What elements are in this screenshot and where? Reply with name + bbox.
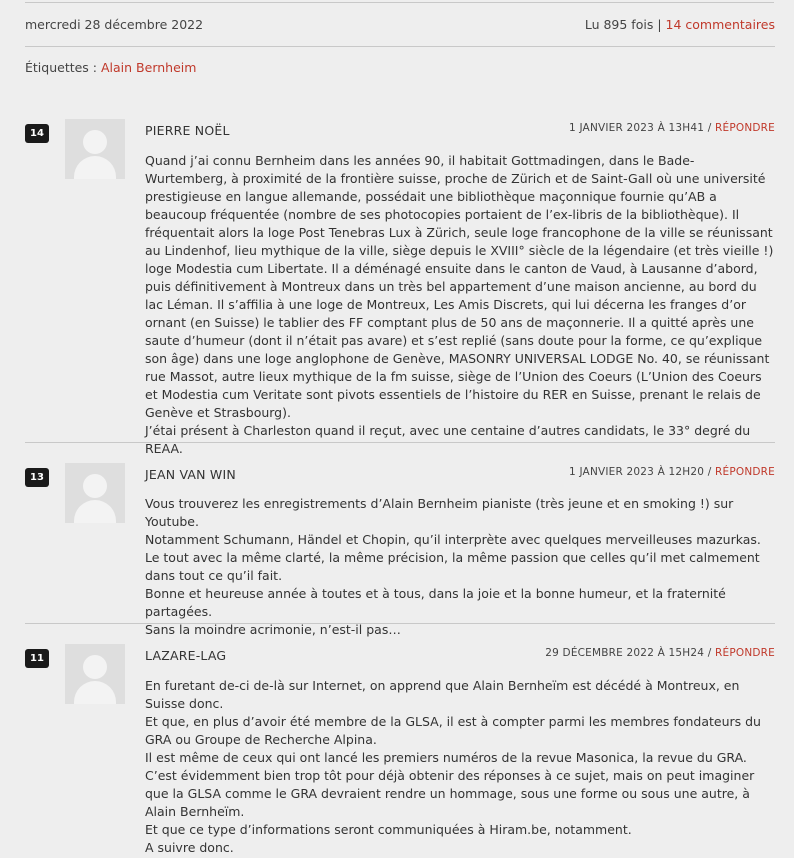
post-stats (585, 15, 775, 35)
reply-link[interactable]: RÉPONDRE (715, 647, 775, 659)
date-separator: / (707, 647, 712, 659)
comment-number-badge: 13 (25, 468, 49, 487)
comment-date-line (569, 466, 775, 478)
avatar-head-shape (83, 130, 107, 154)
comment-author: PIERRE NOËL (145, 123, 230, 138)
comment-text (145, 495, 775, 639)
comment-paragraph: Il est même de ceux qui ont lancé les premiers numéros de la revue Masonica, la revue du GRA. (145, 750, 747, 765)
comment-author: JEAN VAN WIN (145, 467, 236, 482)
comment-date: 29 DÉCEMBRE 2022 À 15H24 (545, 647, 705, 659)
comment-paragraph: Bonne et heureuse année à toutes et à tous, dans la joie et la bonne humeur, et la fraternité partagées. (145, 586, 726, 619)
comment-paragraph: Le tout avec la même clarté, la même précision, la même passion que celles qu’il met calmement dans tout ce qu’il fait. (145, 550, 760, 583)
avatar-body-shape (74, 681, 116, 704)
avatar-head-shape (83, 655, 107, 679)
comment-text (145, 152, 775, 458)
avatar-head-shape (83, 474, 107, 498)
tag-link[interactable]: Alain Bernheim (101, 60, 197, 75)
comment-paragraph: Vous trouverez les enregistrements d’Alain Bernheim pianiste (très jeune et en smoking !) sur Youtube. (145, 496, 734, 529)
comment-paragraph: Quand j’ai connu Bernheim dans les années 90, il habitait Gottmadingen, dans le Bade-Wurtemberg, à proximité de la frontière suisse, proche de Zürich et de Saint-Gall où une université prestigieuse en langue allemande, possédait une bibliothèque maçonnique fournie qu’AB a beaucoup fréquentée (nombre de ses photocopies portaient de l’ex-libris de la bibliothèque). Il fréquentait alors la loge Post Tenebras Lux à Zürich, seule loge francophone de la ville se réunissant au Lindenhof, lieu mythique de la ville, siège depuis le XVIII° siècle de la légendaire (et très vieille !) loge Modestia cum Libertate. Il a déménagé ensuite dans le canton de Vaud, à Lausanne d’abord, puis définitivement à Montreux dans un très bel appartement d’une maison ancienne, au bord du lac Léman. Il s’affilia à une loge de Montreux, Les Amis Discrets, qui lui décerna les franges d’or ornant (en Suisse) le tablier des FF comptant plus de 50 ans de maçonnerie. Il a quitté après une saute d’humeur (dont il n’était pas avare) et s’est replié (sans doute pour la forme, ce qu’explique son âge) dans une loge anglophone de Genève, MASONRY UNIVERSAL LODGE No. 40, se réunissant rue Massot, autre lieux mythique de la fm suisse, siège de l’Union des Coeurs (L’Union des Coeurs et Modestia cum Veritate sont pivots essentiels de l’histoire du RER en Suisse, prenant le relais de Genève et Strasbourg). (145, 153, 774, 420)
comment-paragraph: C’est évidemment bien trop tôt pour déjà obtenir des réponses à ce sujet, mais on peut imaginer que la GLSA comme le GRA devraient rendre un hommage, sous une forme ou sous une autre, à Alain Bernheïm. (145, 768, 755, 819)
comment-item (25, 463, 775, 637)
post-meta-bar (25, 15, 775, 47)
avatar-body-shape (74, 156, 116, 179)
comment-item (25, 644, 775, 858)
post-date: mercredi 28 décembre 2022 (25, 17, 204, 32)
comment-number-badge: 11 (25, 649, 49, 668)
comments-count-link[interactable]: 14 commentaires (665, 17, 775, 32)
comment-paragraph: Et que, en plus d’avoir été membre de la GLSA, il est à compter parmi les membres fondateurs du GRA ou Groupe de Recherche Alpina. (145, 714, 761, 747)
stats-separator: | (657, 17, 662, 32)
date-separator: / (707, 122, 712, 134)
comment-paragraph: Et que ce type d’informations seront communiquées à Hiram.be, notamment. (145, 822, 632, 837)
tags-label: Étiquettes : (25, 60, 98, 75)
comment-text (145, 677, 775, 857)
post-tags (25, 58, 196, 78)
comment-date: 1 JANVIER 2023 À 13H41 (569, 122, 705, 134)
comment-number-badge: 14 (25, 124, 49, 143)
comment-paragraph: A suivre donc. (145, 840, 234, 855)
avatar (65, 119, 125, 179)
comment-item (25, 119, 775, 456)
read-count: Lu 895 fois (584, 17, 654, 32)
comment-date: 1 JANVIER 2023 À 12H20 (569, 466, 705, 478)
reply-link[interactable]: RÉPONDRE (715, 122, 775, 134)
comment-paragraph: J’étai présent à Charleston quand il reçut, avec une centaine d’autres candidats, le 33° degré du REAA. (145, 423, 751, 456)
avatar-body-shape (74, 500, 116, 523)
top-divider (25, 2, 774, 3)
comment-paragraph: Notamment Schumann, Händel et Chopin, qu’il interprète avec quelques merveilleuses mazurkas. (145, 532, 761, 547)
reply-link[interactable]: RÉPONDRE (715, 466, 775, 478)
comment-date-line (569, 122, 775, 134)
avatar (65, 463, 125, 523)
comment-date-line (545, 647, 775, 659)
comment-paragraph: En furetant de-ci de-là sur Internet, on apprend que Alain Bernheïm est décédé à Montreux, en Suisse donc. (145, 678, 740, 711)
date-separator: / (707, 466, 712, 478)
comment-author: LAZARE-LAG (145, 648, 227, 663)
comment-paragraph: Sans la moindre acrimonie, n’est-il pas… (145, 622, 401, 637)
avatar (65, 644, 125, 704)
